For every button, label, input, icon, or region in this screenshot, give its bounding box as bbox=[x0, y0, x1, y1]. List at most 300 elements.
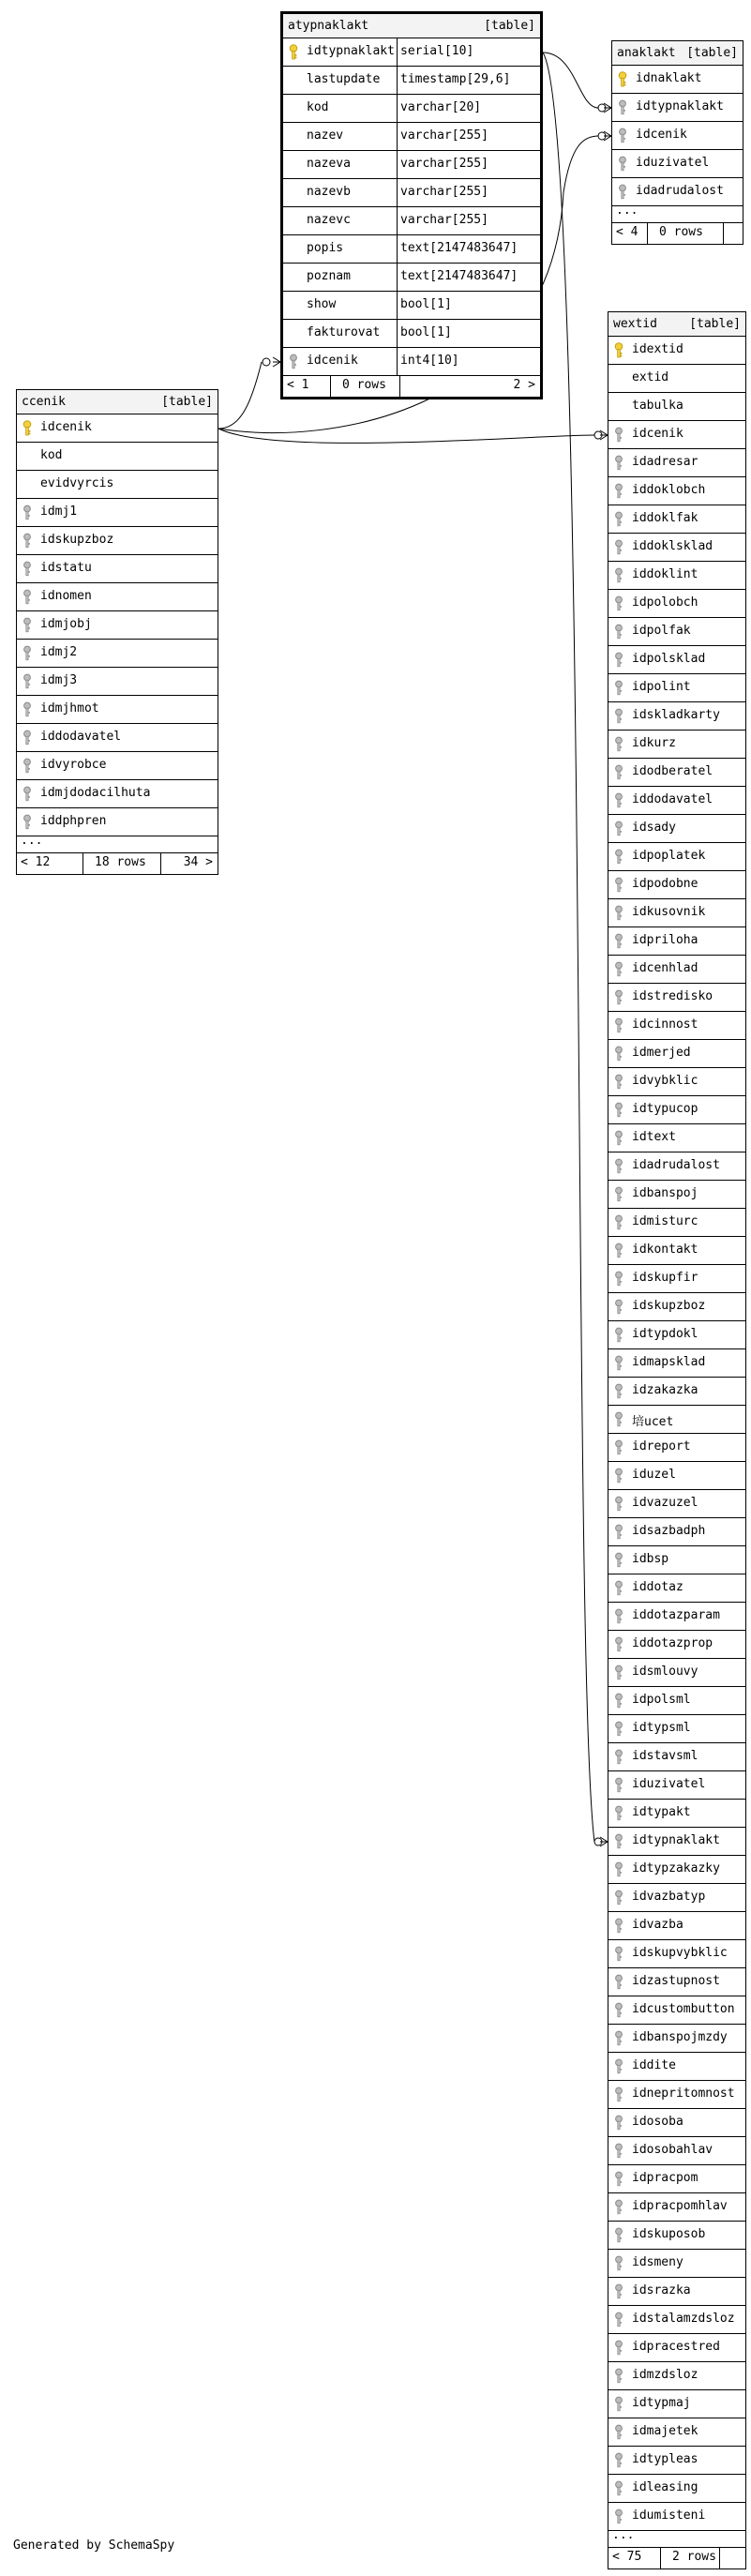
column-row[interactable] bbox=[283, 207, 540, 235]
column-name[interactable]: nazev bbox=[307, 128, 344, 143]
column-row[interactable] bbox=[608, 1490, 745, 1518]
column-row[interactable] bbox=[608, 1293, 745, 1321]
column-name[interactable]: idtypsml bbox=[632, 1721, 691, 1735]
column-row[interactable] bbox=[608, 1209, 745, 1237]
column-row[interactable] bbox=[283, 67, 540, 95]
table-footer bbox=[608, 2548, 745, 2568]
column-name[interactable]: idskupzboz bbox=[632, 1299, 706, 1313]
foreign-key-icon bbox=[613, 933, 624, 949]
column-row[interactable] bbox=[608, 2390, 745, 2418]
column-divider bbox=[397, 207, 398, 234]
foreign-key-icon bbox=[613, 2115, 624, 2131]
column-name[interactable]: iddodavatel bbox=[632, 792, 713, 806]
table-atypnaklakt[interactable] bbox=[280, 11, 543, 399]
table-header[interactable] bbox=[283, 14, 540, 38]
edge-ccenik-atypnaklakt bbox=[218, 362, 262, 429]
table-header[interactable] bbox=[17, 390, 218, 414]
column-name[interactable]: idbanspojmzdy bbox=[632, 2030, 728, 2044]
generated-by-label: Generated by SchemaSpy bbox=[13, 2538, 175, 2553]
column-name[interactable]: idstatu bbox=[40, 561, 92, 575]
column-row[interactable] bbox=[608, 2137, 745, 2165]
column-row[interactable] bbox=[608, 674, 745, 702]
column-row[interactable] bbox=[608, 618, 745, 646]
foreign-key-icon bbox=[613, 2396, 624, 2412]
column-name[interactable]: idtypzakazky bbox=[632, 1861, 720, 1876]
column-type: varchar[255] bbox=[400, 213, 488, 227]
column-row[interactable] bbox=[608, 646, 745, 674]
primary-key-icon bbox=[22, 420, 33, 436]
column-row[interactable] bbox=[283, 179, 540, 207]
column-name[interactable]: idsmlouvy bbox=[632, 1665, 698, 1679]
column-name[interactable]: popis bbox=[307, 241, 344, 255]
column-name[interactable]: iddoklsklad bbox=[632, 539, 713, 553]
column-row[interactable] bbox=[608, 2306, 745, 2334]
column-name[interactable]: iddoklfak bbox=[632, 511, 698, 525]
column-row[interactable] bbox=[608, 1800, 745, 1828]
column-row[interactable] bbox=[612, 150, 743, 178]
column-row[interactable] bbox=[608, 2418, 745, 2447]
table-name[interactable]: atypnaklakt bbox=[288, 19, 369, 33]
foreign-key-icon bbox=[613, 849, 624, 865]
foreign-key-icon bbox=[22, 561, 33, 577]
column-row[interactable] bbox=[608, 899, 745, 927]
column-row[interactable] bbox=[608, 365, 745, 393]
column-name[interactable]: idstalamzdsloz bbox=[632, 2312, 735, 2326]
column-row[interactable] bbox=[17, 696, 218, 724]
foreign-key-icon bbox=[613, 1890, 624, 1906]
column-name[interactable]: idmjhmot bbox=[40, 701, 99, 716]
column-row[interactable] bbox=[608, 1715, 745, 1743]
column-row[interactable] bbox=[283, 292, 540, 320]
more-columns-ellipsis: ... bbox=[17, 836, 218, 853]
column-row[interactable] bbox=[608, 337, 745, 365]
column-name[interactable]: idmerjed bbox=[632, 1046, 691, 1060]
column-row[interactable] bbox=[608, 1265, 745, 1293]
column-name[interactable]: idumisteni bbox=[632, 2508, 706, 2523]
row-count-cell: 18 rows bbox=[83, 853, 161, 874]
column-row[interactable] bbox=[608, 759, 745, 787]
column-name[interactable]: idextid bbox=[632, 342, 683, 356]
column-name[interactable]: idpracpom bbox=[632, 2171, 698, 2185]
column-row[interactable] bbox=[608, 1434, 745, 1462]
column-name[interactable]: idsady bbox=[632, 821, 676, 835]
column-row[interactable] bbox=[17, 527, 218, 555]
column-name[interactable]: iddoklint bbox=[632, 567, 698, 581]
column-name[interactable]: idpolsklad bbox=[632, 652, 706, 666]
column-name[interactable]: lastupdate bbox=[307, 72, 381, 86]
column-name[interactable]: idosobahlav bbox=[632, 2143, 713, 2157]
column-type: timestamp[29,6] bbox=[400, 72, 511, 86]
column-name[interactable]: idsazbadph bbox=[632, 1524, 706, 1538]
foreign-key-icon bbox=[613, 1074, 624, 1090]
column-row[interactable] bbox=[283, 151, 540, 179]
column-name[interactable]: iduzivatel bbox=[632, 1777, 706, 1791]
column-row[interactable] bbox=[283, 123, 540, 151]
column-name[interactable]: idskupzboz bbox=[40, 533, 114, 547]
column-name[interactable]: show bbox=[307, 297, 337, 311]
column-row[interactable] bbox=[608, 1040, 745, 1068]
column-name[interactable]: extid bbox=[632, 370, 669, 384]
column-name[interactable]: idcenik bbox=[307, 354, 358, 368]
column-type: bool[1] bbox=[400, 297, 452, 311]
column-name[interactable]: idpolsml bbox=[632, 1693, 691, 1707]
column-name[interactable]: idmjdodacilhuta bbox=[40, 786, 151, 800]
column-row[interactable] bbox=[608, 956, 745, 984]
column-name[interactable]: idvyrobce bbox=[40, 758, 107, 772]
foreign-key-icon bbox=[613, 2368, 624, 2384]
foreign-key-icon bbox=[613, 1243, 624, 1258]
column-row[interactable] bbox=[608, 1687, 745, 1715]
column-name[interactable]: idpolobch bbox=[632, 595, 698, 610]
column-name[interactable]: idtypnaklakt bbox=[632, 1833, 720, 1847]
column-row[interactable] bbox=[608, 1237, 745, 1265]
column-name[interactable]: iddite bbox=[632, 2058, 676, 2072]
row-count-cell: 2 rows bbox=[661, 2548, 720, 2568]
column-name[interactable]: idvazba bbox=[632, 1918, 683, 1932]
column-row[interactable] bbox=[608, 787, 745, 815]
column-name[interactable]: idpolfak bbox=[632, 624, 691, 638]
foreign-key-icon bbox=[617, 184, 628, 200]
column-name[interactable]: idvazbatyp bbox=[632, 1890, 706, 1904]
foreign-key-icon bbox=[613, 1327, 624, 1343]
edge-ccenik-wextid bbox=[218, 429, 594, 443]
column-row[interactable] bbox=[608, 2334, 745, 2362]
column-name[interactable]: idmj2 bbox=[40, 645, 78, 659]
column-row[interactable] bbox=[608, 2081, 745, 2109]
column-name[interactable]: idtypucop bbox=[632, 1102, 698, 1116]
foreign-key-icon bbox=[613, 2143, 624, 2159]
column-row[interactable] bbox=[608, 1771, 745, 1800]
table-footer bbox=[283, 376, 540, 397]
column-row[interactable] bbox=[17, 499, 218, 527]
column-row[interactable] bbox=[608, 1546, 745, 1574]
column-row[interactable] bbox=[17, 724, 218, 752]
table-wextid[interactable] bbox=[608, 311, 746, 2569]
column-row[interactable] bbox=[608, 449, 745, 477]
column-name[interactable]: nazevc bbox=[307, 213, 351, 227]
column-row[interactable] bbox=[608, 1968, 745, 1996]
column-row[interactable] bbox=[608, 1828, 745, 1856]
column-name[interactable]: kod bbox=[307, 100, 329, 114]
foreign-key-icon bbox=[617, 128, 628, 143]
column-row[interactable] bbox=[608, 2503, 745, 2531]
column-name[interactable]: idskupvybklic bbox=[632, 1946, 728, 1960]
column-row[interactable] bbox=[608, 702, 745, 731]
column-name[interactable]: idbsp bbox=[632, 1552, 669, 1566]
column-row[interactable] bbox=[608, 1659, 745, 1687]
column-row[interactable] bbox=[608, 2053, 745, 2081]
column-row[interactable] bbox=[608, 2025, 745, 2053]
column-name[interactable]: fakturovat bbox=[307, 325, 381, 339]
column-row[interactable] bbox=[17, 668, 218, 696]
column-name[interactable]: idcustombutton bbox=[632, 2002, 735, 2016]
foreign-key-icon bbox=[613, 1496, 624, 1512]
column-row[interactable] bbox=[608, 927, 745, 956]
column-row[interactable] bbox=[608, 731, 745, 759]
column-name[interactable]: idstredisko bbox=[632, 989, 713, 1003]
column-name[interactable]: iddotaz bbox=[632, 1580, 683, 1594]
column-row[interactable] bbox=[608, 1518, 745, 1546]
column-name[interactable]: idcinnost bbox=[632, 1017, 698, 1032]
column-row[interactable] bbox=[608, 1181, 745, 1209]
table-header[interactable] bbox=[608, 312, 745, 337]
column-type: text[2147483647] bbox=[400, 241, 518, 255]
column-name[interactable]: iduzel bbox=[632, 1468, 676, 1482]
column-row[interactable] bbox=[608, 1321, 745, 1349]
column-row[interactable] bbox=[608, 2362, 745, 2390]
column-name[interactable]: idtypakt bbox=[632, 1805, 691, 1819]
column-name[interactable]: idadrudalost bbox=[632, 1158, 720, 1172]
column-name[interactable]: idkurz bbox=[632, 736, 676, 750]
column-name[interactable]: idskuposob bbox=[632, 2227, 706, 2241]
primary-key-icon bbox=[613, 342, 624, 358]
column-name[interactable]: idmj1 bbox=[40, 505, 78, 519]
column-row[interactable] bbox=[608, 2250, 745, 2278]
foreign-key-icon bbox=[613, 1918, 624, 1934]
column-name[interactable]: iddoklobch bbox=[632, 483, 706, 497]
column-row[interactable] bbox=[608, 1152, 745, 1181]
column-name[interactable]: idsmeny bbox=[632, 2255, 683, 2269]
column-name[interactable]: iduzivatel bbox=[636, 156, 710, 170]
column-name[interactable]: idpolint bbox=[632, 680, 691, 694]
edge-atypnaklakt-anaklakt bbox=[543, 53, 598, 108]
foreign-key-icon bbox=[613, 1608, 624, 1624]
column-row[interactable] bbox=[608, 1743, 745, 1771]
column-name[interactable]: idtypleas bbox=[632, 2452, 698, 2466]
column-type: varchar[255] bbox=[400, 185, 488, 199]
column-row[interactable] bbox=[608, 1096, 745, 1124]
column-row[interactable] bbox=[608, 2475, 745, 2503]
column-name[interactable]: idpriloha bbox=[632, 933, 698, 947]
column-row[interactable] bbox=[608, 1912, 745, 1940]
foreign-key-icon bbox=[613, 2058, 624, 2074]
column-name[interactable]: idcenhlad bbox=[632, 961, 698, 975]
column-name[interactable]: poznam bbox=[307, 269, 351, 283]
edge-end-crow bbox=[604, 131, 611, 141]
column-name[interactable]: evidvyrcis bbox=[40, 476, 114, 490]
column-name[interactable]: idskupfir bbox=[632, 1271, 698, 1285]
column-name[interactable]: idtypmaj bbox=[632, 2396, 691, 2410]
column-divider bbox=[397, 38, 398, 66]
column-row[interactable] bbox=[608, 1012, 745, 1040]
child-count-cell bbox=[724, 223, 743, 244]
column-name[interactable]: idpracpomhlav bbox=[632, 2199, 728, 2213]
edge-end-circle bbox=[263, 358, 270, 366]
foreign-key-icon bbox=[613, 595, 624, 611]
column-name[interactable]: idmapsklad bbox=[632, 1355, 706, 1369]
column-name[interactable]: iddphpren bbox=[40, 814, 107, 828]
foreign-key-icon bbox=[613, 989, 624, 1005]
column-name[interactable]: nazevb bbox=[307, 185, 351, 199]
column-name[interactable]: idmjobj bbox=[40, 617, 92, 631]
column-name[interactable]: idvybklic bbox=[632, 1074, 698, 1088]
column-name[interactable]: idadrudalost bbox=[636, 184, 724, 198]
column-divider bbox=[397, 67, 398, 94]
column-row[interactable] bbox=[608, 590, 745, 618]
table-kind: [table] bbox=[161, 395, 213, 409]
column-row[interactable] bbox=[612, 94, 743, 122]
column-name[interactable]: 培ucet bbox=[632, 1415, 674, 1429]
column-name[interactable]: idtypnaklakt bbox=[636, 99, 724, 113]
foreign-key-icon bbox=[613, 1299, 624, 1315]
column-row[interactable] bbox=[608, 2447, 745, 2475]
column-row[interactable] bbox=[283, 95, 540, 123]
table-ccenik[interactable] bbox=[16, 389, 218, 875]
column-name[interactable]: idtypdokl bbox=[632, 1327, 698, 1341]
column-name[interactable]: idcenik bbox=[40, 420, 92, 434]
column-row[interactable] bbox=[17, 583, 218, 611]
column-row[interactable] bbox=[612, 66, 743, 94]
column-name[interactable]: idzakazka bbox=[632, 1383, 698, 1397]
column-name[interactable]: tabulka bbox=[632, 399, 683, 413]
column-name[interactable]: idmj3 bbox=[40, 673, 78, 687]
column-name[interactable]: idpodobne bbox=[632, 877, 698, 891]
column-row[interactable] bbox=[608, 871, 745, 899]
column-name[interactable]: idcenik bbox=[636, 128, 687, 142]
column-divider bbox=[397, 292, 398, 319]
column-name[interactable]: idpracestred bbox=[632, 2340, 720, 2354]
column-row[interactable] bbox=[608, 1856, 745, 1884]
foreign-key-icon bbox=[613, 1749, 624, 1765]
table-anaklakt[interactable] bbox=[611, 40, 743, 245]
foreign-key-icon bbox=[613, 2002, 624, 2018]
column-name[interactable]: iddotazparam bbox=[632, 1608, 720, 1622]
foreign-key-icon bbox=[613, 455, 624, 471]
column-row[interactable] bbox=[283, 264, 540, 292]
column-row[interactable] bbox=[608, 393, 745, 421]
column-row[interactable] bbox=[612, 122, 743, 150]
column-row[interactable] bbox=[608, 2165, 745, 2193]
column-row[interactable] bbox=[608, 1349, 745, 1378]
more-columns-ellipsis: ... bbox=[612, 206, 743, 223]
foreign-key-icon bbox=[613, 567, 624, 583]
column-name[interactable]: idbanspoj bbox=[632, 1186, 698, 1200]
column-row[interactable] bbox=[608, 1603, 745, 1631]
column-name[interactable]: iddotazprop bbox=[632, 1636, 713, 1650]
foreign-key-icon bbox=[613, 1721, 624, 1737]
column-row[interactable] bbox=[17, 808, 218, 836]
column-row[interactable] bbox=[608, 2109, 745, 2137]
foreign-key-icon bbox=[613, 2227, 624, 2243]
column-name[interactable]: idnomen bbox=[40, 589, 92, 603]
column-row[interactable] bbox=[17, 471, 218, 499]
column-row[interactable] bbox=[608, 534, 745, 562]
column-name[interactable]: iddodavatel bbox=[40, 730, 122, 744]
table-name[interactable]: wextid bbox=[613, 317, 657, 331]
foreign-key-icon bbox=[613, 1974, 624, 1990]
column-name[interactable]: idosoba bbox=[632, 2115, 683, 2129]
foreign-key-icon bbox=[613, 1102, 624, 1118]
column-name[interactable]: idkusovnik bbox=[632, 905, 706, 919]
column-name[interactable]: idmisturc bbox=[632, 1214, 698, 1228]
foreign-key-icon bbox=[22, 701, 33, 717]
column-row[interactable] bbox=[608, 1940, 745, 1968]
table-name[interactable]: anaklakt bbox=[617, 46, 676, 60]
column-name[interactable]: idleasing bbox=[632, 2480, 698, 2494]
column-row[interactable] bbox=[17, 414, 218, 443]
column-name[interactable]: idstavsml bbox=[632, 1749, 698, 1763]
table-footer bbox=[612, 223, 743, 244]
column-row[interactable] bbox=[608, 2222, 745, 2250]
foreign-key-icon bbox=[613, 1130, 624, 1146]
table-name[interactable]: ccenik bbox=[22, 395, 66, 409]
column-row[interactable] bbox=[608, 477, 745, 505]
column-row[interactable] bbox=[608, 984, 745, 1012]
column-name[interactable]: idvazuzel bbox=[632, 1496, 698, 1510]
table-header[interactable] bbox=[612, 41, 743, 66]
column-row[interactable] bbox=[608, 1378, 745, 1406]
column-row[interactable] bbox=[608, 505, 745, 534]
column-name[interactable]: idmzdsloz bbox=[632, 2368, 698, 2382]
foreign-key-icon bbox=[613, 1524, 624, 1540]
column-row[interactable] bbox=[283, 235, 540, 264]
column-name[interactable]: idskladkarty bbox=[632, 708, 720, 722]
column-row[interactable] bbox=[608, 1124, 745, 1152]
column-name[interactable]: idreport bbox=[632, 1439, 691, 1454]
column-name[interactable]: nazeva bbox=[307, 157, 351, 171]
column-divider bbox=[397, 348, 398, 375]
column-row[interactable] bbox=[283, 320, 540, 348]
more-columns-ellipsis: ... bbox=[608, 2531, 745, 2548]
foreign-key-icon bbox=[613, 1861, 624, 1877]
column-row[interactable] bbox=[608, 815, 745, 843]
column-name[interactable]: idmajetek bbox=[632, 2424, 698, 2438]
column-row[interactable] bbox=[612, 178, 743, 206]
column-row[interactable] bbox=[608, 421, 745, 449]
column-row[interactable] bbox=[17, 611, 218, 640]
column-row[interactable] bbox=[17, 555, 218, 583]
foreign-key-icon bbox=[613, 1552, 624, 1568]
column-row[interactable] bbox=[17, 640, 218, 668]
column-name[interactable]: idnepritomnost bbox=[632, 2086, 735, 2101]
edge-end-crow bbox=[604, 103, 611, 113]
foreign-key-icon bbox=[613, 905, 624, 921]
column-row[interactable] bbox=[17, 443, 218, 471]
column-row[interactable] bbox=[608, 1406, 745, 1434]
column-name[interactable]: idnaklakt bbox=[636, 71, 702, 85]
foreign-key-icon bbox=[613, 1017, 624, 1033]
column-name[interactable]: kod bbox=[40, 448, 63, 462]
column-row[interactable] bbox=[17, 780, 218, 808]
column-row[interactable] bbox=[608, 1574, 745, 1603]
foreign-key-icon bbox=[613, 511, 624, 527]
column-row[interactable] bbox=[608, 562, 745, 590]
column-name[interactable]: idpoplatek bbox=[632, 849, 706, 863]
column-row[interactable] bbox=[608, 1068, 745, 1096]
column-name[interactable]: idtypnaklakt bbox=[307, 44, 395, 58]
foreign-key-icon bbox=[613, 2508, 624, 2524]
column-name[interactable]: idsrazka bbox=[632, 2283, 691, 2297]
column-row[interactable] bbox=[608, 1462, 745, 1490]
column-row[interactable] bbox=[608, 843, 745, 871]
column-name[interactable]: idodberatel bbox=[632, 764, 713, 778]
column-row[interactable] bbox=[608, 1996, 745, 2025]
column-divider bbox=[397, 123, 398, 150]
foreign-key-icon bbox=[22, 814, 33, 830]
column-row[interactable] bbox=[608, 2278, 745, 2306]
column-name[interactable]: idadresar bbox=[632, 455, 698, 469]
column-name[interactable]: idzastupnost bbox=[632, 1974, 720, 1988]
column-row[interactable] bbox=[283, 38, 540, 67]
column-name[interactable]: idtext bbox=[632, 1130, 676, 1144]
column-name[interactable]: idcenik bbox=[632, 427, 683, 441]
column-row[interactable] bbox=[608, 1884, 745, 1912]
column-row[interactable] bbox=[608, 2193, 745, 2222]
column-row[interactable] bbox=[283, 348, 540, 376]
column-row[interactable] bbox=[17, 752, 218, 780]
column-row[interactable] bbox=[608, 1631, 745, 1659]
column-name[interactable]: idkontakt bbox=[632, 1243, 698, 1257]
